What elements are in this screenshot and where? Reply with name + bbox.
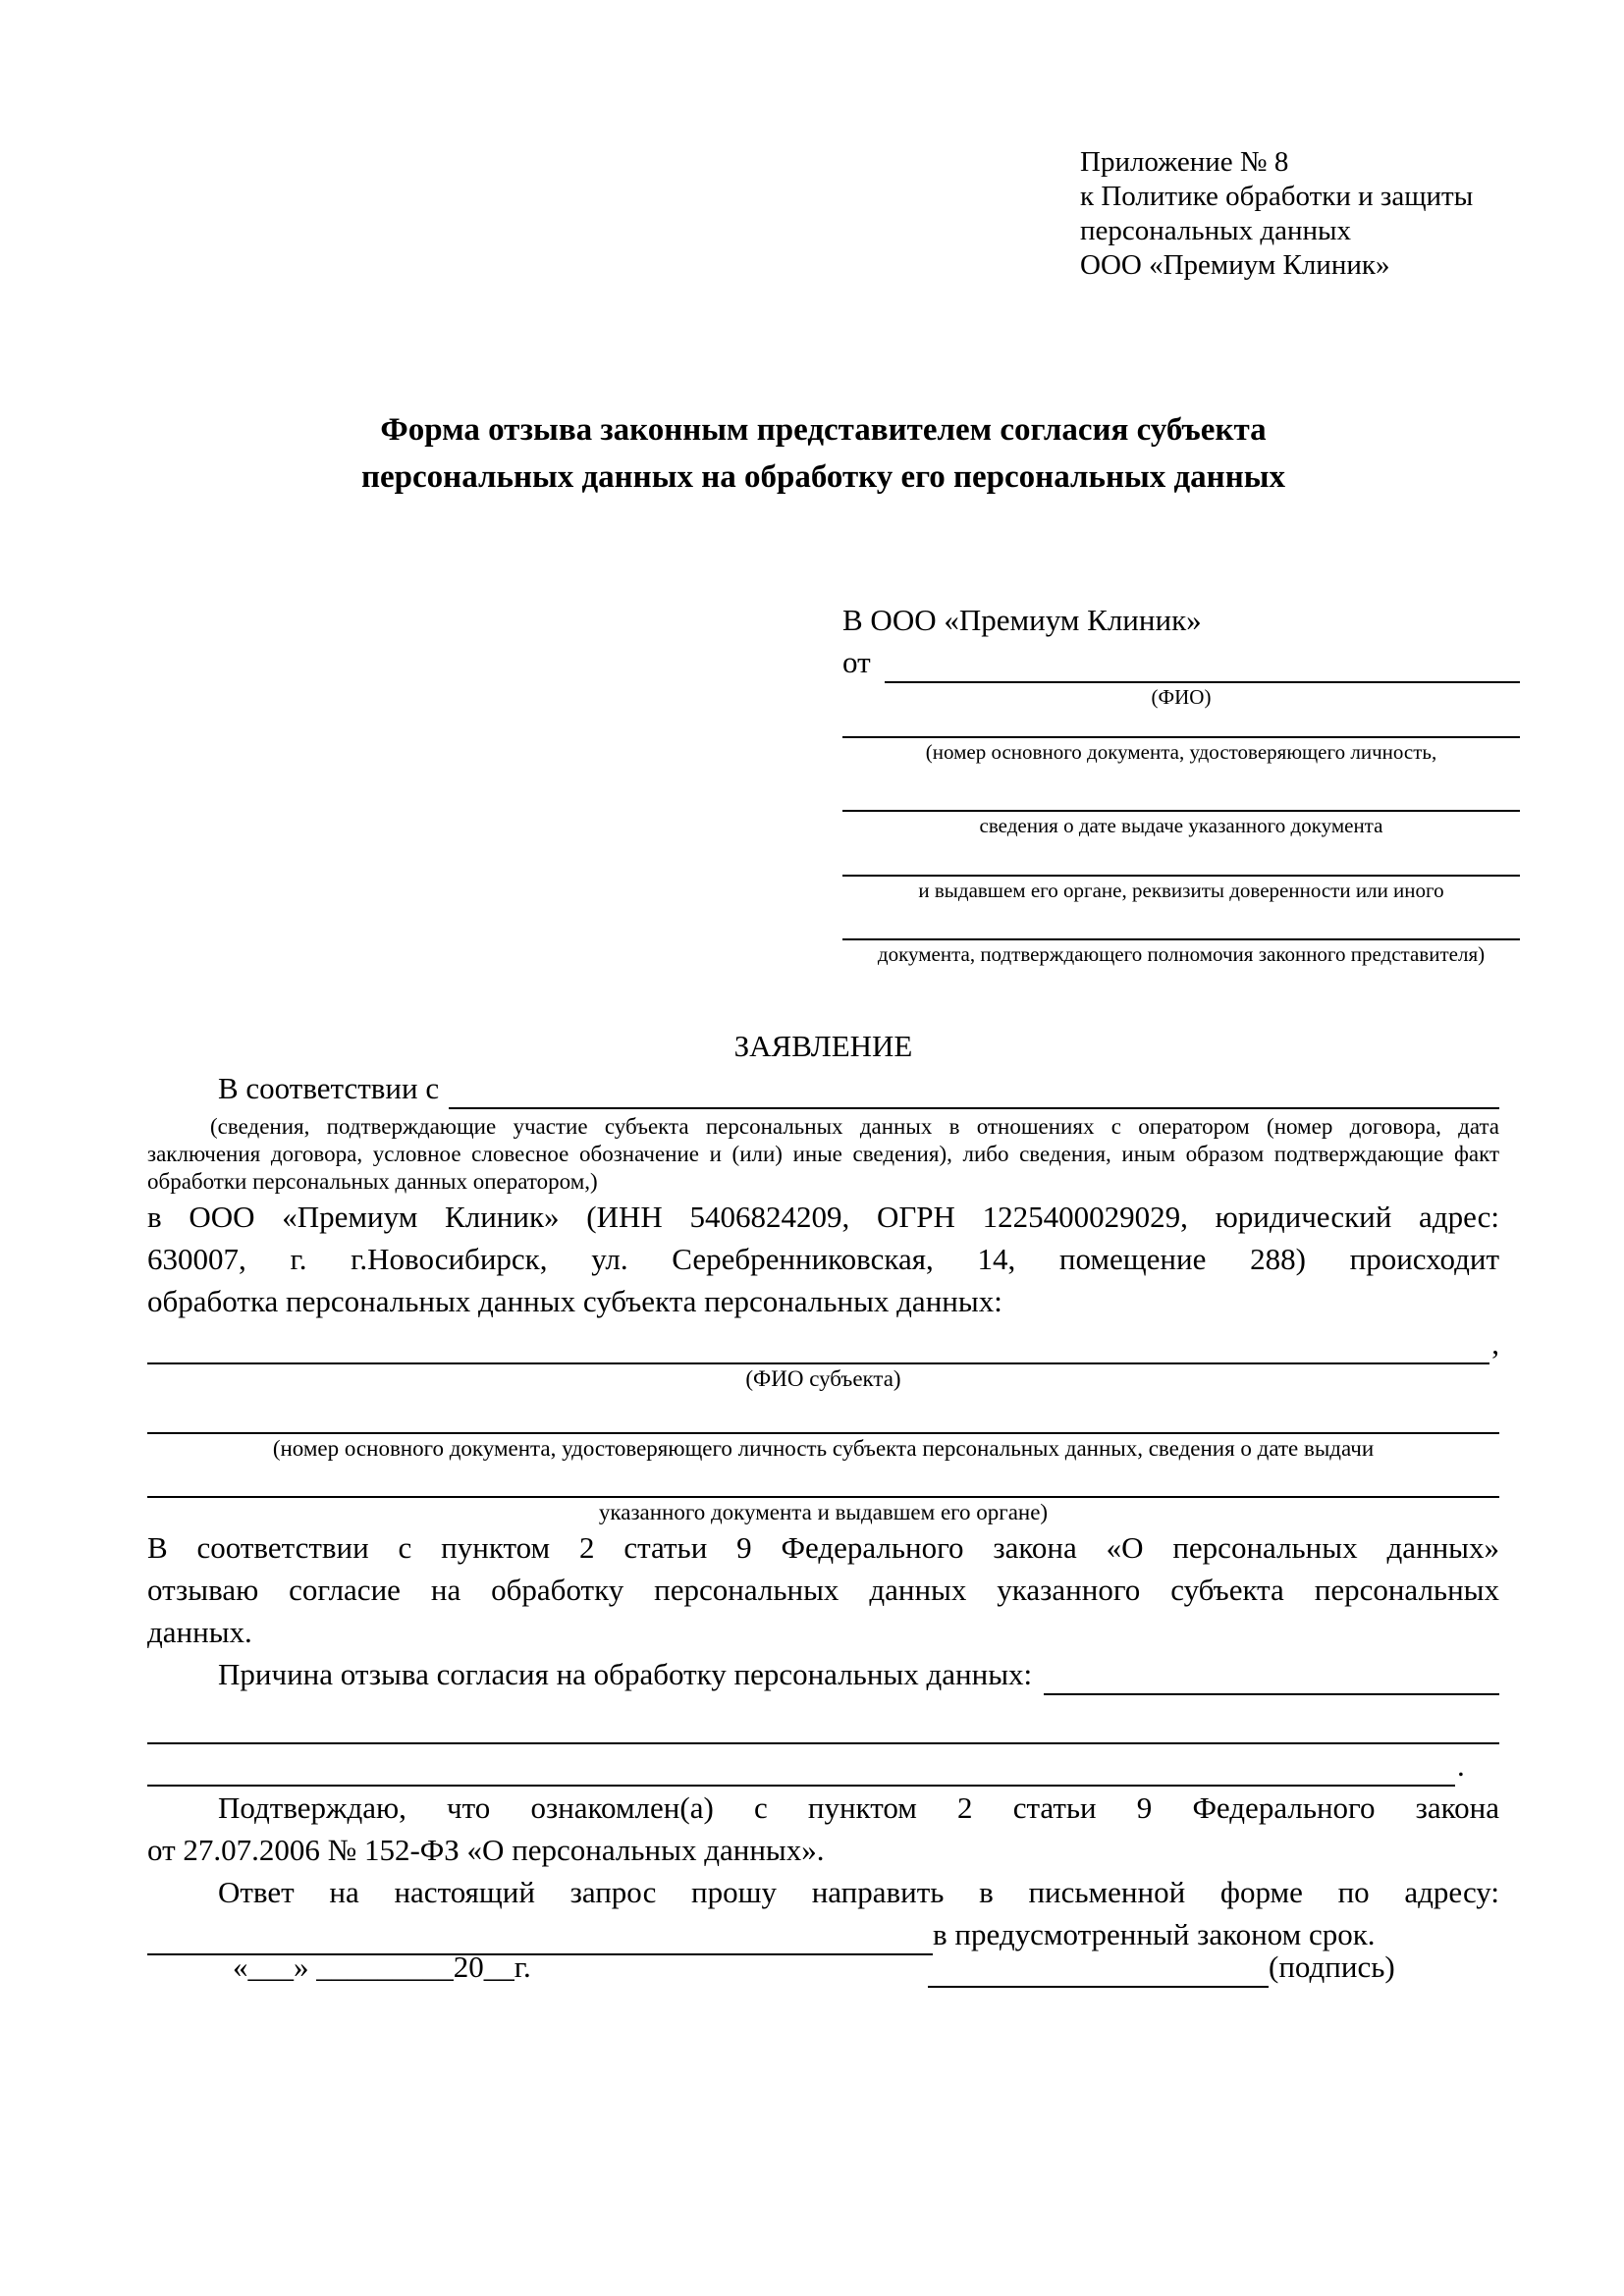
signature-blank-line (928, 1952, 1269, 1988)
subject-document-caption-2: указанного документа и выдавшем его органе) (598, 1500, 1049, 1524)
note-line: заключения договора, условное словесное обозначение и (или) иные сведения), либо сведения, иным образом подтверждающие факт (147, 1142, 1499, 1166)
accordance-label: В соответствии с (218, 1071, 440, 1105)
subject-fio-row (147, 1322, 1499, 1364)
subject-fio-blank-line (147, 1333, 1489, 1364)
operator-paragraph-line: 630007, г. г.Новосибирск, ул. Серебренниковская, 14, помещение 288) происходит (147, 1242, 1499, 1276)
relationship-note (147, 1113, 1499, 1196)
confirm-paragraph-line: Подтверждаю, что ознакомлен(а) с пунктом 2 статьи 9 Федерального закона (218, 1790, 1499, 1825)
header-line: персональных данных (1080, 215, 1352, 246)
reason-label: Причина отзыва согласия на обработку персональных данных: (218, 1657, 1033, 1691)
reason-extra-row (147, 1744, 1499, 1787)
withdraw-paragraph-line: данных. (147, 1615, 252, 1649)
issue-date-caption: сведения о дате выдаче указанного документа (979, 814, 1383, 837)
statement-heading: ЗАЯВЛЕНИЕ (733, 1029, 913, 1063)
withdraw-paragraph-line: В соответствии с пунктом 2 статьи 9 Федерального закона «О персональных данных» (147, 1530, 1499, 1565)
addressee-to: В ООО «Премиум Клиник» (842, 603, 1202, 637)
accordance-row (147, 1067, 1499, 1109)
subject-document-blank-line-2 (147, 1463, 1499, 1498)
note-line: (сведения, подтверждающие участие субъекта персональных данных в отношениях с оператором (номер договора, дата (210, 1114, 1499, 1139)
signature-caption: (подпись) (1269, 1949, 1395, 1984)
header-line: ООО «Премиум Клиник» (1080, 249, 1390, 281)
reply-paragraph-line: Ответ на настоящий запрос прошу направить в письменной форме по адресу: (218, 1875, 1499, 1909)
from-label: от (842, 645, 871, 679)
header-line: Приложение № 8 (1080, 146, 1289, 178)
document-title (147, 406, 1499, 501)
issuing-authority-blank-line (842, 839, 1520, 877)
comma: , (1491, 1326, 1499, 1361)
operator-paragraph-line: обработка персональных данных субъекта персональных данных: (147, 1284, 1002, 1318)
representative-authority-blank-line (842, 904, 1520, 940)
issuing-authority-caption: и выдавшем его органе, реквизиты доверенности или иного (918, 879, 1444, 902)
operator-paragraph-line: в ООО «Премиум Клиник» (ИНН 5406824209, ОГРН 1225400029029, юридический адрес: (147, 1200, 1499, 1234)
appendix-header (1080, 145, 1499, 283)
withdraw-paragraph (147, 1526, 1499, 1653)
signature-footer (147, 1946, 1499, 2004)
reason-row (147, 1653, 1499, 1695)
subject-fio-caption: (ФИО субъекта) (745, 1366, 901, 1391)
confirm-paragraph-line: от 27.07.2006 № 152-ФЗ «О персональных данных». (147, 1833, 825, 1867)
withdraw-paragraph-line: отзываю согласие на обработку персональных данных указанного субъекта персональных (147, 1573, 1499, 1607)
header-line: к Политике обработки и защиты (1080, 181, 1474, 212)
subject-document-blank-line (147, 1393, 1499, 1434)
document-title-line: Форма отзыва законным представителем согласия субъекта (380, 412, 1267, 448)
signature-group (928, 1946, 1395, 1988)
subject-document-caption: (номер основного документа, удостоверяющего личность субъекта персональных данных, сведения о дате выдачи (272, 1436, 1375, 1461)
fio-caption: (ФИО) (1151, 685, 1212, 709)
operator-paragraph (147, 1196, 1499, 1322)
addressee-block (842, 599, 1520, 968)
confirm-paragraph (147, 1787, 1499, 1871)
note-line: обработки персональных данных оператором,) (147, 1169, 598, 1194)
addressee-from-row (842, 641, 1520, 683)
reason-extra-blank-line-2 (147, 1747, 1455, 1787)
reason-extra-blank-line (147, 1695, 1499, 1744)
accordance-blank-line (449, 1072, 1499, 1109)
reason-blank-line (1044, 1660, 1499, 1695)
document-number-caption: (номер основного документа, удостоверяющего личность, (925, 740, 1437, 764)
fio-blank-line (885, 648, 1520, 683)
reply-tail: в предусмотренный законом срок. (933, 1917, 1376, 1951)
document-number-blank-line (842, 711, 1520, 738)
document-title-line: персональных данных на обработку его персональных данных (361, 459, 1285, 495)
issue-date-blank-line (842, 766, 1520, 812)
footer-date: «___» _________20__г. (233, 1949, 531, 1984)
representative-authority-caption: документа, подтверждающего полномочия законного представителя) (877, 942, 1486, 966)
period: . (1457, 1748, 1465, 1783)
